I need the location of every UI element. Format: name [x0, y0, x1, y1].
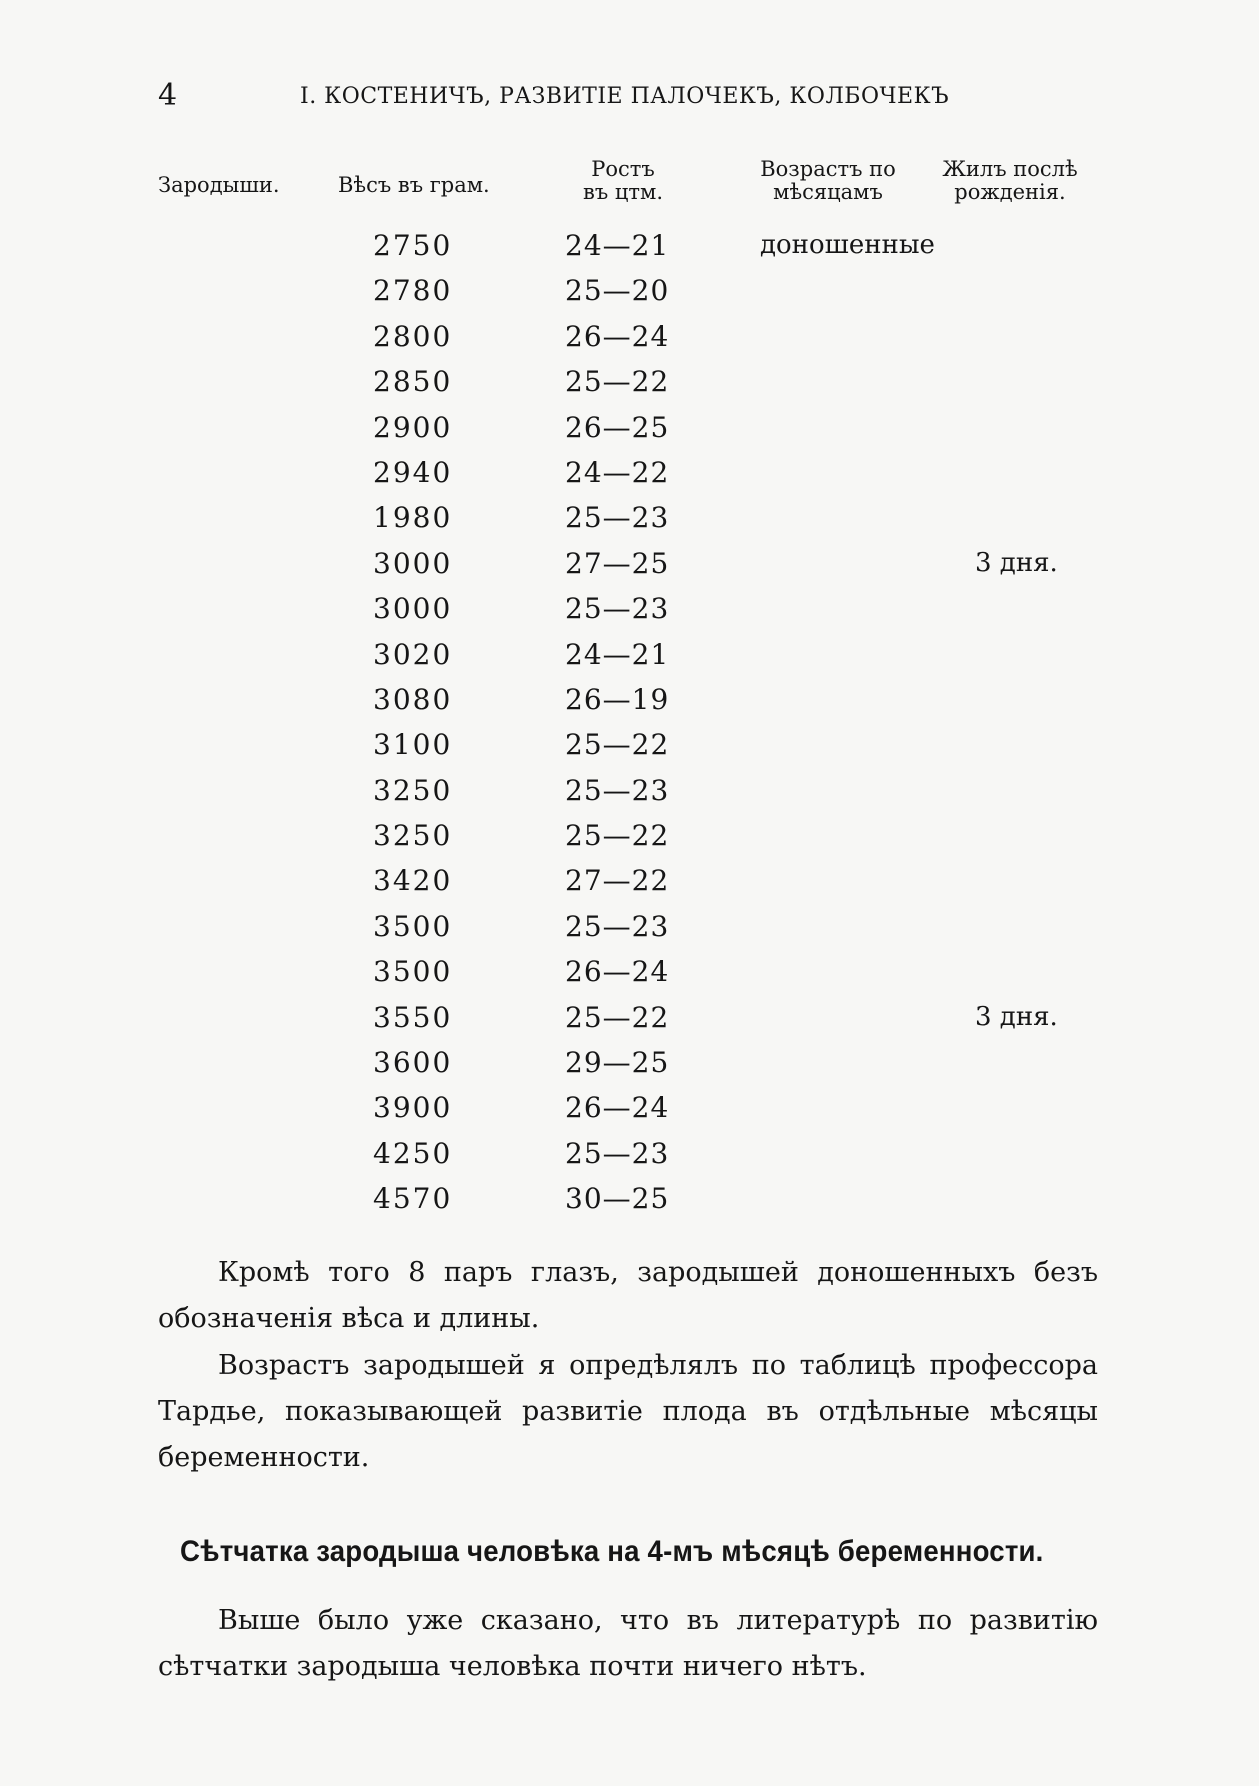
cell-lived: 3 дня.	[975, 547, 1058, 578]
cell-weight: 3250	[373, 773, 453, 807]
table-row	[0, 677, 1259, 722]
header-lived-line1: Жилъ послѣ	[942, 157, 1078, 181]
header-age-line2: мѣсяцамъ	[773, 180, 883, 204]
table-row	[0, 223, 1259, 268]
header-age	[738, 158, 918, 204]
cell-weight: 2900	[373, 410, 453, 444]
header-age-line1: Возрастъ по	[760, 157, 896, 181]
table-row	[0, 359, 1259, 404]
cell-weight: 4250	[373, 1136, 453, 1170]
header-height-line1: Ростъ	[591, 157, 655, 181]
cell-height: 26—24	[565, 955, 670, 989]
cell-height: 27—25	[565, 546, 670, 580]
paragraph-age-method: Возрастъ зародышей я опредѣлялъ по таблицѣ профессора Тардье, показывающей развитіе плода въ отдѣльные мѣсяцы беременности.	[158, 1350, 1098, 1473]
cell-height: 24—21	[565, 637, 670, 671]
cell-weight: 2750	[373, 229, 453, 262]
table-row	[0, 314, 1259, 359]
cell-weight: 3000	[373, 592, 453, 626]
cell-height: 25—23	[565, 1136, 670, 1170]
table-row	[0, 995, 1259, 1040]
header-height-line2: въ цтм.	[583, 180, 663, 204]
cell-weight: 3500	[373, 909, 453, 943]
cell-weight: 2800	[373, 319, 453, 353]
cell-weight: 3900	[373, 1091, 453, 1125]
cell-height: 27—22	[565, 864, 670, 898]
cell-weight: 3100	[373, 728, 453, 762]
cell-height: 25—22	[565, 728, 670, 762]
cell-weight: 2940	[373, 455, 453, 489]
table-row	[0, 1176, 1259, 1221]
cell-weight: 2850	[373, 365, 453, 399]
cell-weight: 3600	[373, 1046, 453, 1080]
table-row	[0, 768, 1259, 813]
cell-height: 26—25	[565, 410, 670, 444]
cell-height: 25—20	[565, 274, 670, 308]
cell-age: доношенные	[760, 230, 935, 260]
table-row	[0, 268, 1259, 313]
cell-weight: 3420	[373, 864, 453, 898]
header-height	[548, 158, 698, 204]
cell-height: 26—24	[565, 1091, 670, 1125]
cell-height: 30—25	[565, 1182, 670, 1216]
cell-height: 25—23	[565, 909, 670, 943]
section-heading: Сѣтчатка зародыша человѣка на 4-мъ мѣсяцѣ беременности.	[180, 1535, 1044, 1568]
table-row	[0, 949, 1259, 994]
cell-weight: 3250	[373, 819, 453, 853]
header-lived-line2: рожденія.	[954, 180, 1066, 204]
table-row	[0, 632, 1259, 677]
cell-height: 25—22	[565, 365, 670, 399]
cell-weight: 3020	[373, 637, 453, 671]
table-row	[0, 450, 1259, 495]
table-row	[0, 1040, 1259, 1085]
table-row	[0, 858, 1259, 903]
cell-height: 26—19	[565, 682, 670, 716]
header-weight	[338, 174, 490, 197]
cell-height: 26—24	[565, 319, 670, 353]
cell-height: 25—23	[565, 501, 670, 535]
table-body	[0, 223, 1259, 1222]
page-header	[0, 78, 1259, 118]
cell-lived: 3 дня.	[975, 1001, 1058, 1032]
cell-height: 25—23	[565, 592, 670, 626]
table-row	[0, 904, 1259, 949]
table-row	[0, 495, 1259, 540]
cell-weight: 3000	[373, 546, 453, 580]
table-row	[0, 1085, 1259, 1130]
paragraph-literature: Выше было уже сказано, что въ литературѣ по развитію сѣтчатки зародыша человѣка почти ничего нѣтъ.	[158, 1605, 1098, 1682]
page-number: 4	[158, 78, 178, 113]
cell-height: 25—23	[565, 773, 670, 807]
paragraph-extra-eyes: Кромѣ того 8 паръ глазъ, зародышей доношенныхъ безъ обозначенія вѣса и длины.	[158, 1257, 1098, 1334]
table-row	[0, 405, 1259, 450]
cell-weight: 3500	[373, 955, 453, 989]
table-row	[0, 813, 1259, 858]
cell-height: 24—22	[565, 455, 670, 489]
cell-weight: 3080	[373, 682, 453, 716]
cell-weight: 1980	[373, 501, 453, 535]
header-lived	[930, 158, 1090, 204]
cell-height: 29—25	[565, 1046, 670, 1080]
table-row	[0, 541, 1259, 586]
table-row	[0, 1131, 1259, 1176]
table-row	[0, 586, 1259, 631]
cell-weight: 4570	[373, 1182, 453, 1216]
cell-height: 25—22	[565, 819, 670, 853]
header-embryos-text: Зародыши.	[158, 173, 280, 197]
header-embryos	[158, 174, 280, 197]
running-head: I. КОСТЕНИЧЪ, РАЗВИТІЕ ПАЛОЧЕКЪ, КОЛБОЧЕКЪ	[300, 84, 950, 109]
table-row	[0, 722, 1259, 767]
cell-weight: 2780	[373, 274, 453, 308]
cell-weight: 3550	[373, 1000, 453, 1034]
cell-height: 24—21	[565, 229, 670, 262]
header-weight-text: Вѣсъ въ грам.	[338, 173, 490, 197]
cell-height: 25—22	[565, 1000, 670, 1034]
